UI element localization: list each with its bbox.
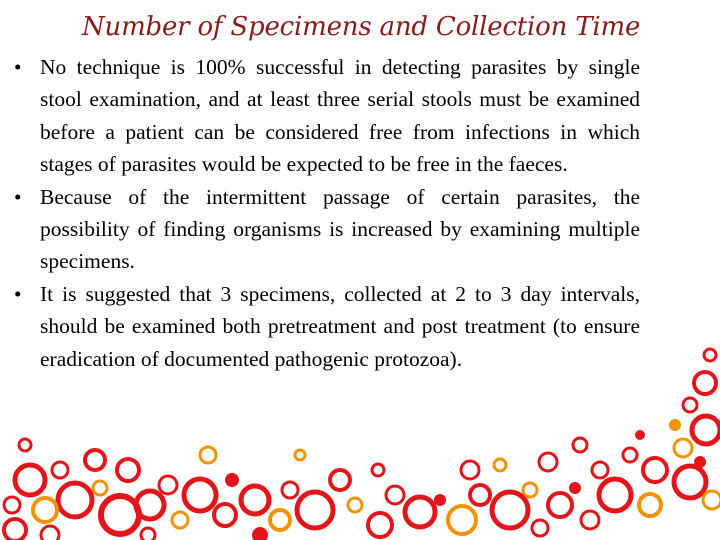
decorative-ring [669,419,681,431]
bullet-item [10,181,640,278]
decorative-ring [19,439,31,451]
decorative-ring [252,527,268,540]
decorative-ring [282,482,298,498]
decorative-ring [539,453,557,471]
decorative-ring [200,447,216,463]
decorative-ring [639,494,661,516]
decorative-ring [623,448,637,462]
decorative-ring [93,481,107,495]
decorative-ring [704,349,716,361]
bullet-item [10,51,640,181]
decorative-ring [405,497,435,527]
decorative-ring [172,512,188,528]
footer-brand: fppt.com [660,521,710,534]
decorative-ring [295,450,305,460]
decorative-ring [548,493,572,517]
decorative-ring [434,494,446,506]
decorative-ring [569,482,581,494]
decorative-ring [470,485,490,505]
decorative-ring [494,459,506,471]
decorative-ring [4,519,26,540]
bullet-icon: • [14,281,22,306]
decorative-ring [101,496,139,534]
bullet-text: No technique is 100% successful in detecting parasites by single stool examination, and at least three serial stools must be examined before a patient can be considered free from infections in which stages of parasites would be expected to be free in the faeces. [40,55,640,177]
decorative-ring [241,486,269,514]
decorative-ring [141,528,155,540]
decorative-ring [85,450,105,470]
decorative-ring [58,483,92,517]
decorative-ring [214,504,236,526]
decorative-ring [33,498,57,522]
decorative-ring [330,470,350,490]
decorative-ring [674,466,706,498]
decorative-ring [532,520,548,536]
decorative-ring [674,439,692,457]
bullet-text: Because of the intermittent passage of certain parasites, the possibility of finding organisms is increased by examining multiple specimens. [40,184,640,274]
bullet-text: It is suggested that 3 specimens, collected at 2 to 3 day intervals, should be examined both pretreatment and post treatment (to ensure eradication of documented pathogenic protozoa). [40,281,640,371]
decorative-ring [523,483,537,497]
decorative-ring [15,465,45,495]
decorative-ring [635,430,645,440]
decorative-ring [461,461,479,479]
decorative-ring [372,464,384,476]
decorative-ring [41,526,59,540]
slide-title: Number of Specimens and Collection Time [82,12,641,42]
decorative-ring [348,498,362,512]
decorative-ring [184,479,216,511]
bullet-icon: • [14,184,22,209]
decorative-ring [592,462,608,478]
bullet-list [10,51,640,375]
decorative-ring [117,459,139,481]
decorative-ring [159,476,177,494]
decorative-ring [599,479,631,511]
bullet-icon: • [14,55,22,79]
decorative-ring [386,486,404,504]
bullet-item [10,278,640,375]
decorative-ring [694,372,716,394]
decorative-ring [643,458,667,482]
decorative-ring [225,473,239,487]
decorative-ring [52,462,68,478]
decorative-ring [448,506,476,534]
decorative-ring [492,492,528,528]
decorative-ring [581,511,599,529]
decorative-ring [297,492,333,528]
decorative-ring [270,510,290,530]
decorative-ring [692,416,720,444]
decorative-ring [573,438,587,452]
decorative-ring [683,398,697,412]
decorative-ring [4,497,20,513]
decorative-ring [368,513,392,537]
decorative-ring [703,491,720,509]
